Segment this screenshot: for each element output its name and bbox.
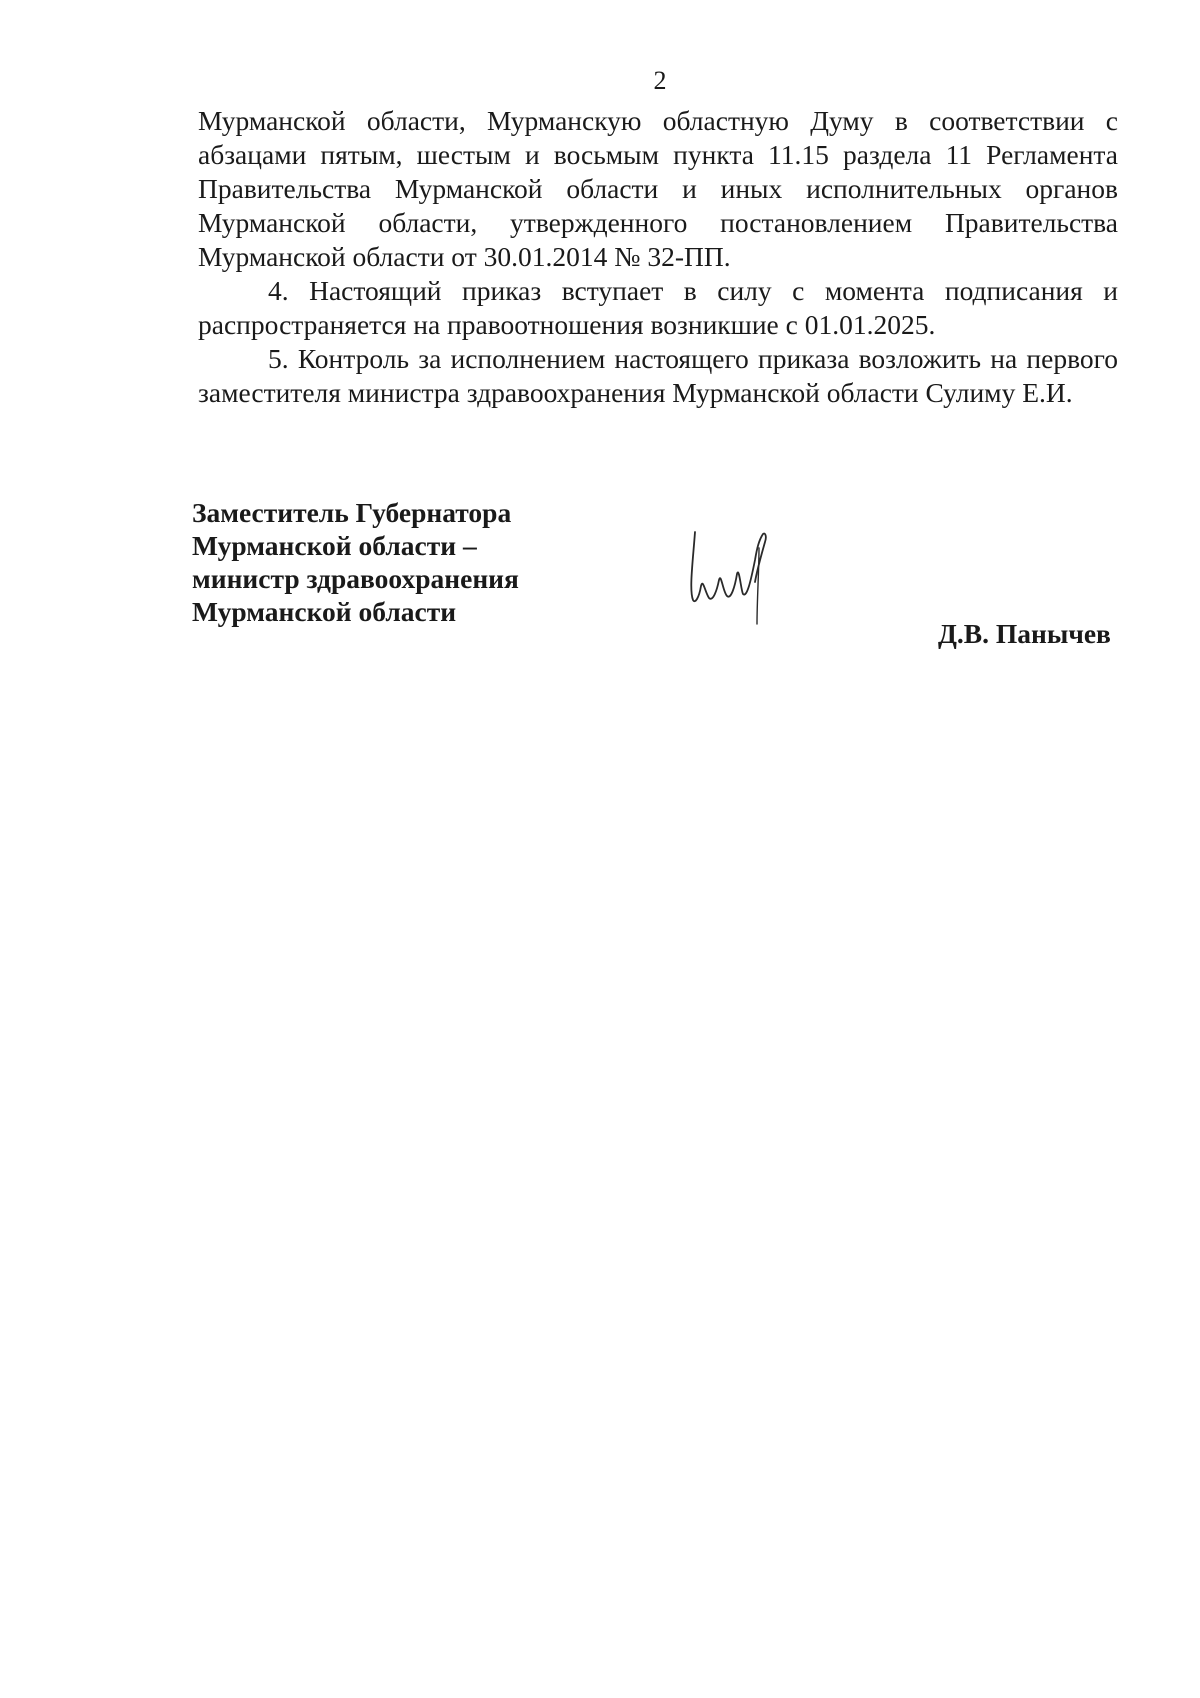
paragraph-item-4: 4. Настоящий приказ вступает в силу с момента подписания и распространяется на правоотношения возникшие с 01.01.2025. <box>198 275 1118 340</box>
signatory-position <box>192 496 592 628</box>
document-body <box>198 104 1118 410</box>
paragraph-item-5: 5. Контроль за исполнением настоящего приказа возложить на первого заместителя министра здравоохранения Мурманской области Сулиму Е.И. <box>198 343 1118 408</box>
position-line: Мурманской области <box>192 596 457 627</box>
page-number: 2 <box>653 66 667 95</box>
paragraph-continuation: Мурманской области, Мурманскую областную Думу в соответствии с абзацами пятым, шестым и восьмым пункта 11.15 раздела 11 Регламента Правительства Мурманской области и иных исполнительных органов Мурманской области, утвержденного постановлением Правительства Мурманской области от 30.01.2014 № 32-ПП. <box>198 105 1118 272</box>
position-line: Мурманской области – <box>192 530 477 561</box>
position-line: министр здравоохранения <box>192 563 519 594</box>
handwritten-signature-icon <box>685 520 795 630</box>
position-line: Заместитель Губернатора <box>192 497 512 528</box>
signer-name: Д.В. Панычев <box>938 618 1111 649</box>
